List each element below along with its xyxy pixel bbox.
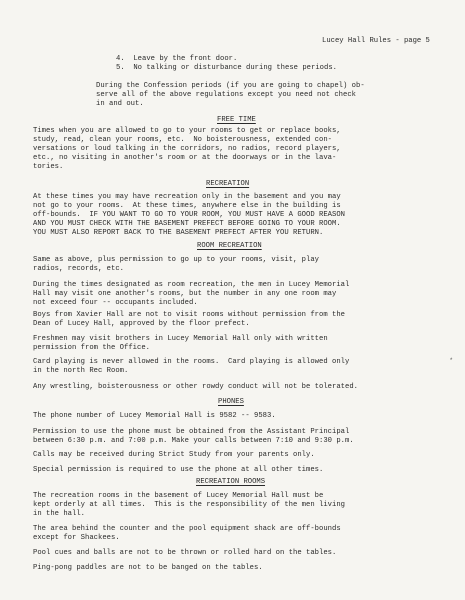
margin-mark: * xyxy=(450,358,453,364)
list-item-5: 5. No talking or disturbance during these periods. xyxy=(116,64,337,72)
text-line: etc., no visiting in another's room or at the doorways or in the lava- xyxy=(33,154,337,162)
text-line: tories. xyxy=(33,163,64,171)
text-line: The recreation rooms in the basement of Lucey Memorial Hall must be xyxy=(33,492,324,500)
text-line: Pool cues and balls are not to be thrown or rolled hard on the tables. xyxy=(33,549,337,557)
text-line: At these times you may have recreation only in the basement and you may xyxy=(33,193,341,201)
text-line: YOU MUST ALSO REPORT BACK TO THE BASEMENT PREFECT AFTER YOU RETURN. xyxy=(33,229,324,237)
text-line: Freshmen may visit brothers in Lucey Memorial Hall only with written xyxy=(33,335,328,343)
text-line: Card playing is never allowed in the rooms. Card playing is allowed only xyxy=(33,358,350,366)
text-line: Dean of Lucey Hall, approved by the floor prefect. xyxy=(33,320,250,328)
text-line: between 6:30 p.m. and 7:00 p.m. Make your calls between 7:10 and 9:30 p.m. xyxy=(33,437,354,445)
text-line: off-bounds. IF YOU WANT TO GO TO YOUR ROOM, YOU MUST HAVE A GOOD REASON xyxy=(33,211,345,219)
text-line: in the north Rec Room. xyxy=(33,367,129,375)
section-heading-recreation-rooms: RECREATION ROOMS xyxy=(196,478,266,486)
text-line: The area behind the counter and the pool equipment shack are off-bounds xyxy=(33,525,341,533)
list-item-4: 4. Leave by the front door. xyxy=(116,55,238,63)
text-line: Any wrestling, boisterousness or other rowdy conduct will not be tolerated. xyxy=(33,383,358,391)
section-heading-phones: PHONES xyxy=(218,398,244,406)
text-line: Hall may visit one another's rooms, but the number in any one room may xyxy=(33,290,337,298)
text-line: AND YOU MUST CHECK WITH THE BASEMENT PREFECT BEFORE GOING TO YOUR ROOM. xyxy=(33,220,341,228)
text-line: Boys from Xavier Hall are not to visit rooms without permission from the xyxy=(33,311,345,319)
text-line: not go to your rooms. At these times, anywhere else in the building is xyxy=(33,202,341,210)
section-heading-room-recreation: ROOM RECREATION xyxy=(197,242,262,250)
text-line: study, read, clean your rooms, etc. No boisterousness, extended con- xyxy=(33,136,332,144)
text-line: Permission to use the phone must be obtained from the Assistant Principal xyxy=(33,428,350,436)
text-line: The phone number of Lucey Memorial Hall is 9582 -- 9583. xyxy=(33,412,276,420)
text-line: During the times designated as room recreation, the men in Lucey Memorial xyxy=(33,281,350,289)
text-line: versations or loud talking in the corridors, no radios, record players, xyxy=(33,145,341,153)
text-line: in and out. xyxy=(96,100,144,108)
text-line: Times when you are allowed to go to your rooms to get or replace books, xyxy=(33,127,341,135)
page-header: Lucey Hall Rules - page 5 xyxy=(322,37,430,45)
text-line: Same as above, plus permission to go up to your rooms, visit, play xyxy=(33,256,319,264)
text-line: During the Confession periods (if you are going to chapel) ob- xyxy=(96,82,365,90)
text-line: not exceed four -- occupants included. xyxy=(33,299,198,307)
text-line: serve all of the above regulations except you need not check xyxy=(96,91,356,99)
text-line: Calls may be received during Strict Study from your parents only. xyxy=(33,451,315,459)
text-line: Special permission is required to use the phone at all other times. xyxy=(33,466,324,474)
section-heading-recreation: RECREATION xyxy=(206,180,250,188)
text-line: permission from the Office. xyxy=(33,344,150,352)
text-line: in the hall. xyxy=(33,510,85,518)
text-line: Ping-pong paddles are not to be banged on the tables. xyxy=(33,564,263,572)
section-heading-free-time: FREE TIME xyxy=(217,116,256,124)
text-line: kept orderly at all times. This is the responsibility of the men living xyxy=(33,501,345,509)
text-line: radios, records, etc. xyxy=(33,265,124,273)
text-line: except for Shackees. xyxy=(33,534,120,542)
